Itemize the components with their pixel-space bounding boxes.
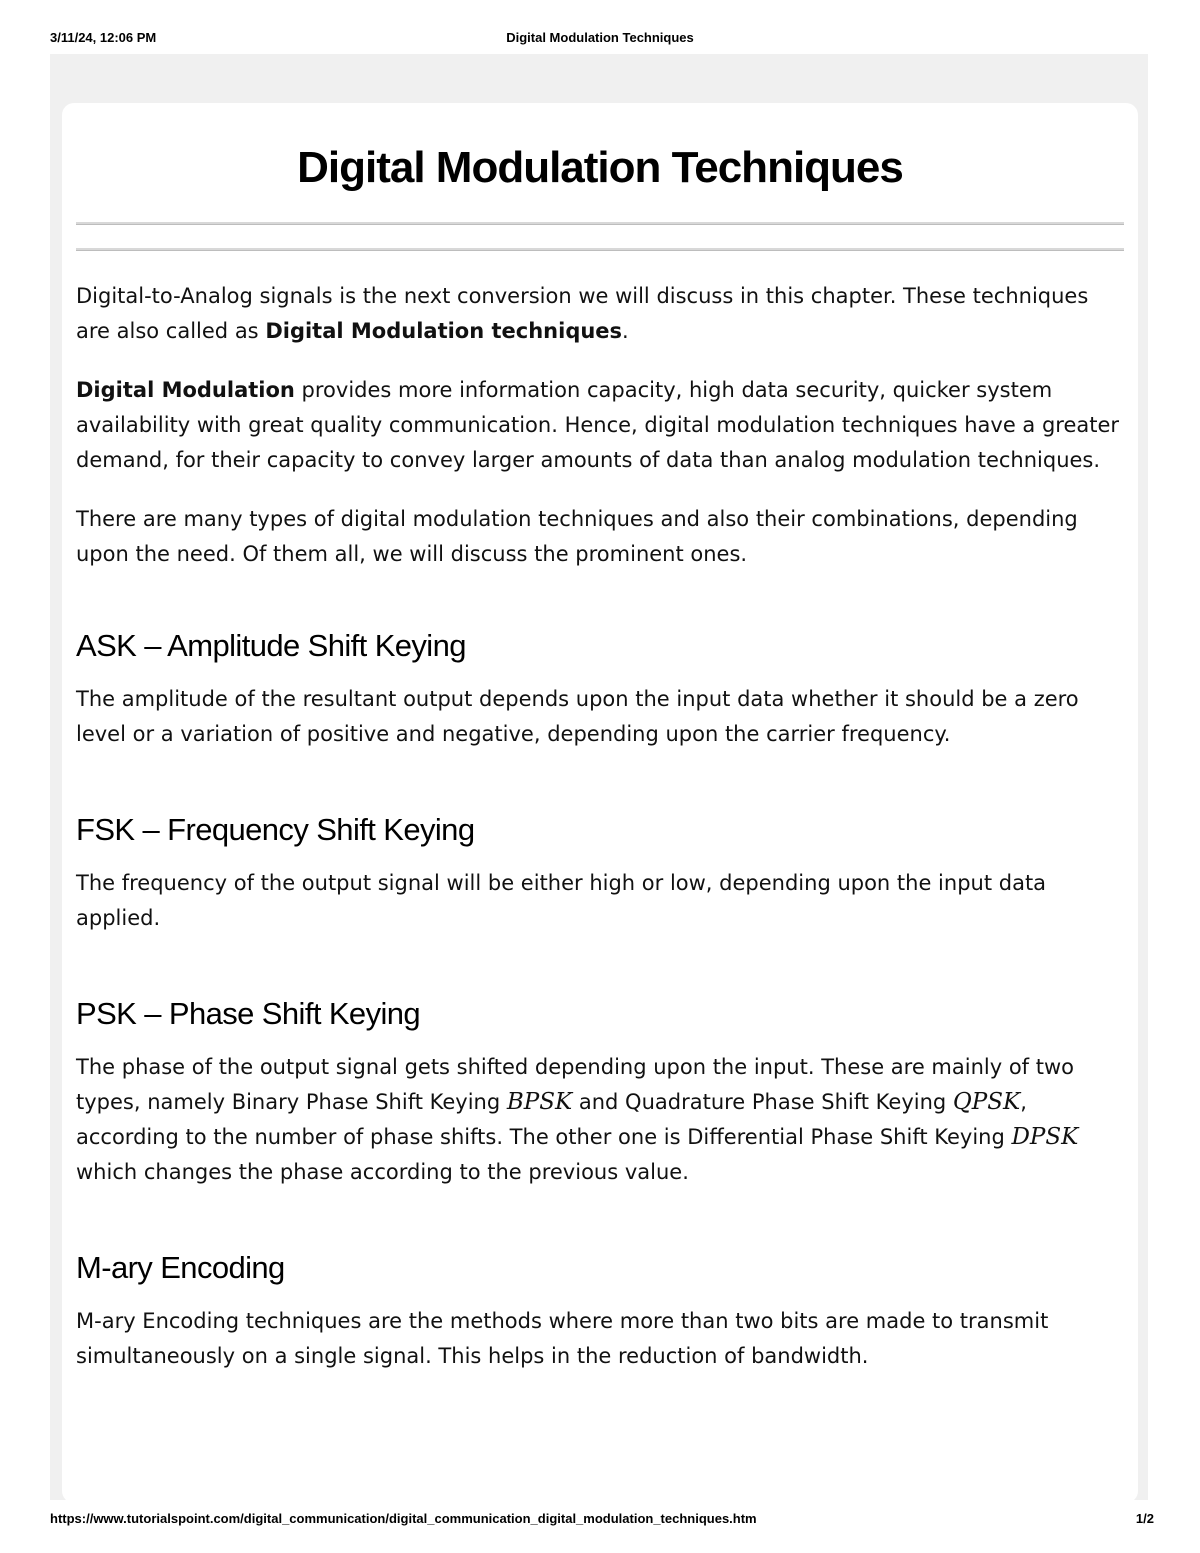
- print-date: 3/11/24, 12:06 PM: [50, 30, 157, 45]
- intro-p1-text: Digital-to-Analog signals is the next conversion we will discuss in this chapter. These techniques are also called as: [76, 284, 1089, 343]
- article-card: [62, 103, 1138, 1503]
- math-bpsk: BPSK: [506, 1089, 573, 1115]
- print-header: [50, 30, 1150, 48]
- section-heading-ask: ASK – Amplitude Shift Keying: [76, 628, 466, 663]
- intro-p2-bold: Digital Modulation: [76, 378, 295, 402]
- print-document-title: Digital Modulation Techniques: [506, 30, 694, 45]
- intro-p1-end: .: [622, 319, 629, 343]
- psk-text-d: which changes the phase according to the previous value.: [76, 1160, 689, 1184]
- intro-paragraph-1: [76, 279, 1124, 349]
- psk-text-b: and Quadrature Phase Shift Keying: [572, 1090, 953, 1114]
- intro-paragraph-3: There are many types of digital modulation techniques and also their combinations, depending upon the need. Of them all, we will discuss the prominent ones.: [76, 507, 1078, 566]
- article-content: [76, 103, 1124, 1374]
- section-heading-mary: M-ary Encoding: [76, 1250, 285, 1285]
- section-text-psk: [76, 1050, 1124, 1190]
- psk-text-a: The phase of the output signal gets shifted depending upon the input. These are mainly of two types, namely Binary Phase Shift Keying: [76, 1055, 1075, 1114]
- title-divider-bottom: [76, 248, 1124, 251]
- math-qpsk: QPSK: [952, 1089, 1021, 1115]
- article-title: Digital Modulation Techniques: [297, 143, 903, 192]
- section-heading-fsk: FSK – Frequency Shift Keying: [76, 812, 475, 847]
- title-divider-top: [76, 222, 1124, 225]
- psk-text-c: , according to the number of phase shifts. The other one is Differential Phase Shift Keying: [76, 1090, 1027, 1149]
- section-heading-psk: PSK – Phase Shift Keying: [76, 996, 421, 1031]
- section-text-ask: The amplitude of the resultant output depends upon the input data whether it should be a zero level or a variation of positive and negative, depending upon the carrier frequency.: [76, 687, 1079, 746]
- section-text-fsk: The frequency of the output signal will be either high or low, depending upon the input data applied.: [76, 871, 1047, 930]
- section-text-mary: M-ary Encoding techniques are the methods where more than two bits are made to transmit simultaneously on a single signal. This helps in the reduction of bandwidth.: [76, 1309, 1049, 1368]
- page-number: 1/2: [1135, 1511, 1154, 1526]
- page-url-link[interactable]: https://www.tutorialspoint.com/digital_communication/digital_communication_digital_modulation_techniques.htm: [50, 1511, 757, 1526]
- intro-p2-text: provides more information capacity, high data security, quicker system availability with great quality communication. Hence, digital modulation techniques have a greater demand, for their capacity to convey larger amounts of data than analog modulation techniques.: [76, 378, 1120, 472]
- intro-p1-bold: Digital Modulation techniques: [265, 319, 623, 343]
- math-dpsk: DPSK: [1011, 1124, 1079, 1150]
- intro-paragraph-2: [76, 373, 1124, 478]
- print-footer: [50, 1511, 1154, 1529]
